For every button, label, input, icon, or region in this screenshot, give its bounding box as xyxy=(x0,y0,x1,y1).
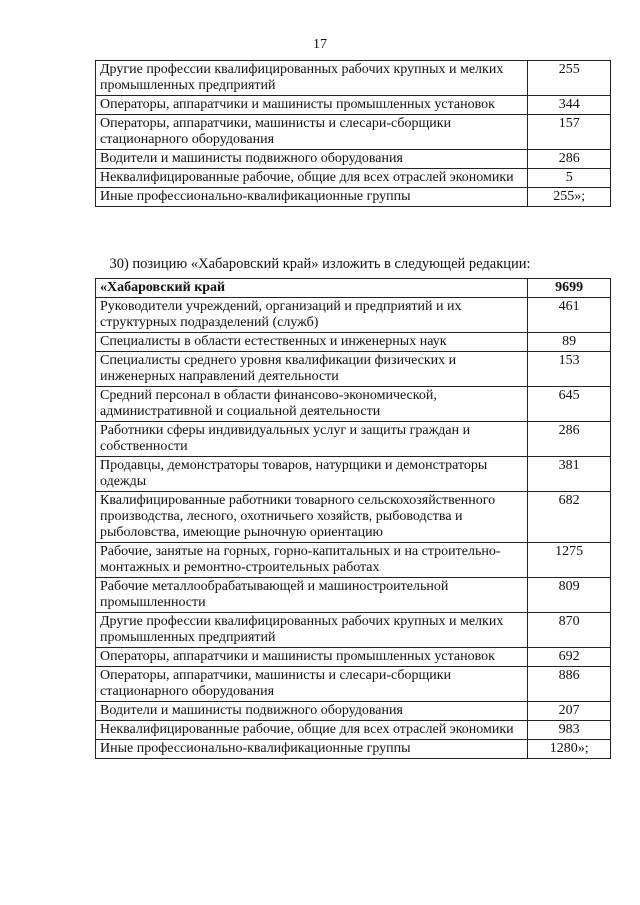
page-number: 17 xyxy=(313,37,327,52)
row-label: Иные профессионально-квалификационные группы xyxy=(96,740,528,759)
table-row xyxy=(96,613,611,648)
row-value: 286 xyxy=(528,150,611,169)
row-value: 983 xyxy=(528,721,611,740)
row-value: 461 xyxy=(528,298,611,333)
table-row xyxy=(96,648,611,667)
table-row xyxy=(96,492,611,543)
row-label: Продавцы, демонстраторы товаров, натурщики и демонстраторы одежды xyxy=(96,457,528,492)
table-row xyxy=(96,150,611,169)
row-label: Неквалифицированные рабочие, общие для всех отраслей экономики xyxy=(96,169,528,188)
table-row xyxy=(96,96,611,115)
row-value: 886 xyxy=(528,667,611,702)
row-value: 682 xyxy=(528,492,611,543)
table-top xyxy=(95,60,611,207)
table-row xyxy=(96,115,611,150)
row-label: Рабочие металлообрабатывающей и машиностроительной промышленности xyxy=(96,578,528,613)
intro-text: 30) позицию «Хабаровский край» изложить в следующей редакции: xyxy=(109,256,531,272)
table-row xyxy=(96,387,611,422)
row-label: Иные профессионально-квалификационные группы xyxy=(96,188,528,207)
row-value: 1280»; xyxy=(528,740,611,759)
row-value: 870 xyxy=(528,613,611,648)
row-label: Специалисты в области естественных и инженерных наук xyxy=(96,333,528,352)
row-value: 255»; xyxy=(528,188,611,207)
row-label: Неквалифицированные рабочие, общие для всех отраслей экономики xyxy=(96,721,528,740)
table-row xyxy=(96,298,611,333)
row-value: 89 xyxy=(528,333,611,352)
row-label: Операторы, аппаратчики и машинисты промышленных установок xyxy=(96,96,528,115)
row-value: 255 xyxy=(528,61,611,96)
table-header-row xyxy=(96,279,611,298)
row-label: Водители и машинисты подвижного оборудования xyxy=(96,702,528,721)
table-row xyxy=(96,352,611,387)
table-row xyxy=(96,667,611,702)
row-label: Другие профессии квалифицированных рабочих крупных и мелких промышленных предприятий xyxy=(96,613,528,648)
table-row xyxy=(96,543,611,578)
row-label: Операторы, аппаратчики, машинисты и слесари-сборщики стационарного оборудования xyxy=(96,115,528,150)
row-label: Средний персонал в области финансово-экономической, административной и социальной деятельности xyxy=(96,387,528,422)
table-khabarovsk xyxy=(95,278,611,759)
row-value: 645 xyxy=(528,387,611,422)
region-name: «Хабаровский край xyxy=(96,279,528,298)
table-row xyxy=(96,188,611,207)
table-row xyxy=(96,721,611,740)
row-label: Водители и машинисты подвижного оборудования xyxy=(96,150,528,169)
row-value: 809 xyxy=(528,578,611,613)
table-row xyxy=(96,740,611,759)
row-value: 286 xyxy=(528,422,611,457)
row-label: Специалисты среднего уровня квалификации физических и инженерных направлений деятельности xyxy=(96,352,528,387)
table-row xyxy=(96,422,611,457)
row-value: 157 xyxy=(528,115,611,150)
row-label: Работники сферы индивидуальных услуг и защиты граждан и собственности xyxy=(96,422,528,457)
table-row xyxy=(96,578,611,613)
row-label: Рабочие, занятые на горных, горно-капитальных и на строительно-монтажных и ремонтно-строительных работах xyxy=(96,543,528,578)
region-total: 9699 xyxy=(528,279,611,298)
row-value: 692 xyxy=(528,648,611,667)
row-label: Руководители учреждений, организаций и предприятий и их структурных подразделений (служб) xyxy=(96,298,528,333)
row-value: 344 xyxy=(528,96,611,115)
row-value: 207 xyxy=(528,702,611,721)
row-label: Другие профессии квалифицированных рабочих крупных и мелких промышленных предприятий xyxy=(96,61,528,96)
row-value: 1275 xyxy=(528,543,611,578)
table-row xyxy=(96,702,611,721)
table-row xyxy=(96,457,611,492)
row-value: 5 xyxy=(528,169,611,188)
row-label: Квалифицированные работники товарного сельскохозяйственного производства, лесного, охотничьего хозяйств, рыбоводства и рыболовства, имеющие рыночную ориентацию xyxy=(96,492,528,543)
row-label: Операторы, аппаратчики, машинисты и слесари-сборщики стационарного оборудования xyxy=(96,667,528,702)
table-row xyxy=(96,169,611,188)
row-label: Операторы, аппаратчики и машинисты промышленных установок xyxy=(96,648,528,667)
row-value: 153 xyxy=(528,352,611,387)
row-value: 381 xyxy=(528,457,611,492)
table-row xyxy=(96,61,611,96)
table-row xyxy=(96,333,611,352)
